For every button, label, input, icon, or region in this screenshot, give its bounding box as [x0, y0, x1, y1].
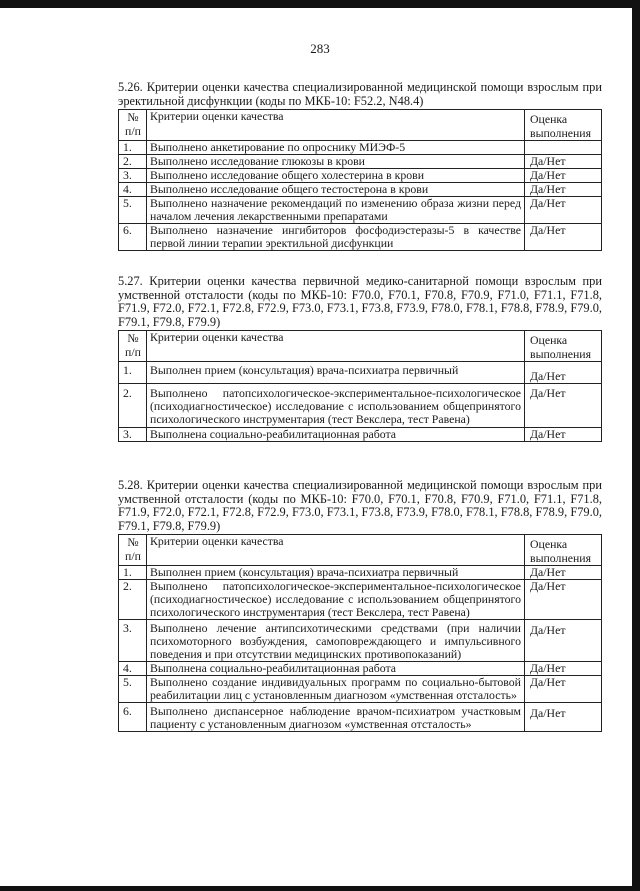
- criteria-table: [118, 330, 602, 442]
- row-score: Да/Нет: [525, 362, 602, 384]
- row-criteria: Выполнено патопсихологическое-экспериментальное-психологическое (психодиагностическое) исследование с использованием общепринятого психологического инструментария (тест Векслера, тест Равена): [147, 580, 525, 620]
- row-score: Да/Нет: [525, 566, 602, 580]
- section-heading: 5.27. Критерии оценки качества первичной медико-санитарной помощи взрослым при умственной отсталости (коды по МКБ-10: F70.0, F70.1, F70.8, F70.9, F71.0, F71.1, F71.8, F71.9, F72.0, F72.1, F72.8, F72.9, F73.0, F73.1, F73.8, F73.9, F78.0, F78.1, F78.8, F78.9, F79.0, F79.1, F79.8, F79.9): [118, 274, 602, 329]
- header-num: № п/п: [119, 535, 147, 566]
- header-score: Оценка выполнения: [525, 110, 602, 141]
- row-criteria: Выполнена социально-реабилитационная работа: [147, 662, 525, 676]
- row-score: Да/Нет: [525, 224, 602, 251]
- row-score: Да/Нет: [525, 428, 602, 442]
- row-score: Да/Нет: [525, 676, 602, 703]
- row-score: Да/Нет: [525, 384, 602, 428]
- row-num: 2.: [119, 580, 147, 620]
- row-score: [525, 141, 602, 155]
- header-score: Оценка выполнения: [525, 331, 602, 362]
- row-score: Да/Нет: [525, 169, 602, 183]
- page-number: 283: [310, 41, 330, 56]
- table-row: [119, 384, 602, 428]
- table-row: [119, 155, 602, 169]
- section-5-28: [118, 479, 602, 732]
- table-header-row: [119, 110, 602, 141]
- section-heading: 5.28. Критерии оценки качества специализированной медицинской помощи взрослым при умственной отсталости (коды по МКБ-10: F70.0, F70.1, F70.8, F70.9, F71.0, F71.1, F71.8, F71.9, F72.0, F72.1, F72.8, F72.9, F73.0, F73.1, F73.8, F73.9, F78.0, F78.1, F78.8, F78.9, F79.0, F79.1, F79.8, F79.9): [118, 478, 602, 533]
- row-num: 2.: [119, 384, 147, 428]
- row-criteria: Выполнено диспансерное наблюдение врачом-психиатром участковым пациенту с установленным диагнозом «умственная отсталость»: [147, 703, 525, 732]
- row-num: 3.: [119, 428, 147, 442]
- row-criteria: Выполнен прием (консультация) врача-психиатра первичный: [147, 566, 525, 580]
- section-heading: 5.26. Критерии оценки качества специализированной медицинской помощи взрослым при эректильной дисфункции (коды по МКБ-10: F52.2, N48.4): [118, 80, 602, 108]
- row-criteria: Выполнено исследование общего тестостерона в крови: [147, 183, 525, 197]
- row-num: 2.: [119, 155, 147, 169]
- row-num: 5.: [119, 197, 147, 224]
- row-criteria: Выполнено назначение ингибиторов фосфодиэстеразы-5 в качестве первой линии терапии эректильной дисфункции: [147, 224, 525, 251]
- row-score: Да/Нет: [525, 703, 602, 732]
- table-header-row: [119, 331, 602, 362]
- row-criteria: Выполнено патопсихологическое-экспериментальное-психологическое (психодиагностическое) исследование с использованием общепринятого психологического инструментария (тест Векслера, тест Равена): [147, 384, 525, 428]
- row-num: 5.: [119, 676, 147, 703]
- header-criteria: Критерии оценки качества: [147, 110, 525, 141]
- header-criteria: Критерии оценки качества: [147, 331, 525, 362]
- table-row: [119, 580, 602, 620]
- row-criteria: Выполнено исследование глюкозы в крови: [147, 155, 525, 169]
- table-row: [119, 183, 602, 197]
- table-row: [119, 566, 602, 580]
- table-row: [119, 224, 602, 251]
- row-score: Да/Нет: [525, 183, 602, 197]
- table-row: [119, 428, 602, 442]
- table-row: [119, 362, 602, 384]
- row-num: 4.: [119, 183, 147, 197]
- scan-edge-right: [632, 0, 640, 891]
- row-num: 1.: [119, 362, 147, 384]
- row-score: Да/Нет: [525, 197, 602, 224]
- row-criteria: Выполнен прием (консультация) врача-психиатра первичный: [147, 362, 525, 384]
- row-num: 3.: [119, 620, 147, 662]
- table-row: [119, 197, 602, 224]
- criteria-table: [118, 534, 602, 732]
- table-row: [119, 620, 602, 662]
- row-criteria: Выполнено создание индивидуальных программ по социально-бытовой реабилитации лиц с установленным диагнозом «умственная отсталость»: [147, 676, 525, 703]
- row-num: 6.: [119, 224, 147, 251]
- header-score: Оценка выполнения: [525, 535, 602, 566]
- row-criteria: Выполнено исследование общего холестерина в крови: [147, 169, 525, 183]
- scan-edge-top: [0, 0, 640, 8]
- scan-edge-bottom: [0, 886, 640, 891]
- table-row: [119, 703, 602, 732]
- row-num: 6.: [119, 703, 147, 732]
- section-5-27: [118, 275, 602, 442]
- table-row: [119, 141, 602, 155]
- row-score: Да/Нет: [525, 580, 602, 620]
- row-num: 4.: [119, 662, 147, 676]
- table-header-row: [119, 535, 602, 566]
- header-num: № п/п: [119, 331, 147, 362]
- row-score: Да/Нет: [525, 155, 602, 169]
- row-num: 1.: [119, 566, 147, 580]
- table-row: [119, 169, 602, 183]
- row-score: Да/Нет: [525, 620, 602, 662]
- row-score: Да/Нет: [525, 662, 602, 676]
- row-criteria: Выполнено анкетирование по опроснику МИЭФ-5: [147, 141, 525, 155]
- row-criteria: Выполнено назначение рекомендаций по изменению образа жизни перед началом лечения лекарственными препаратами: [147, 197, 525, 224]
- row-criteria: Выполнено лечение антипсихотическими средствами (при наличии психомоторного возбуждения, самоповреждающего и импульсивного поведения и при отсутствии медицинских противопоказаний): [147, 620, 525, 662]
- header-num: № п/п: [119, 110, 147, 141]
- table-row: [119, 662, 602, 676]
- header-criteria: Критерии оценки качества: [147, 535, 525, 566]
- row-num: 1.: [119, 141, 147, 155]
- row-num: 3.: [119, 169, 147, 183]
- criteria-table: [118, 109, 602, 251]
- section-5-26: [118, 81, 602, 251]
- table-row: [119, 676, 602, 703]
- row-criteria: Выполнена социально-реабилитационная работа: [147, 428, 525, 442]
